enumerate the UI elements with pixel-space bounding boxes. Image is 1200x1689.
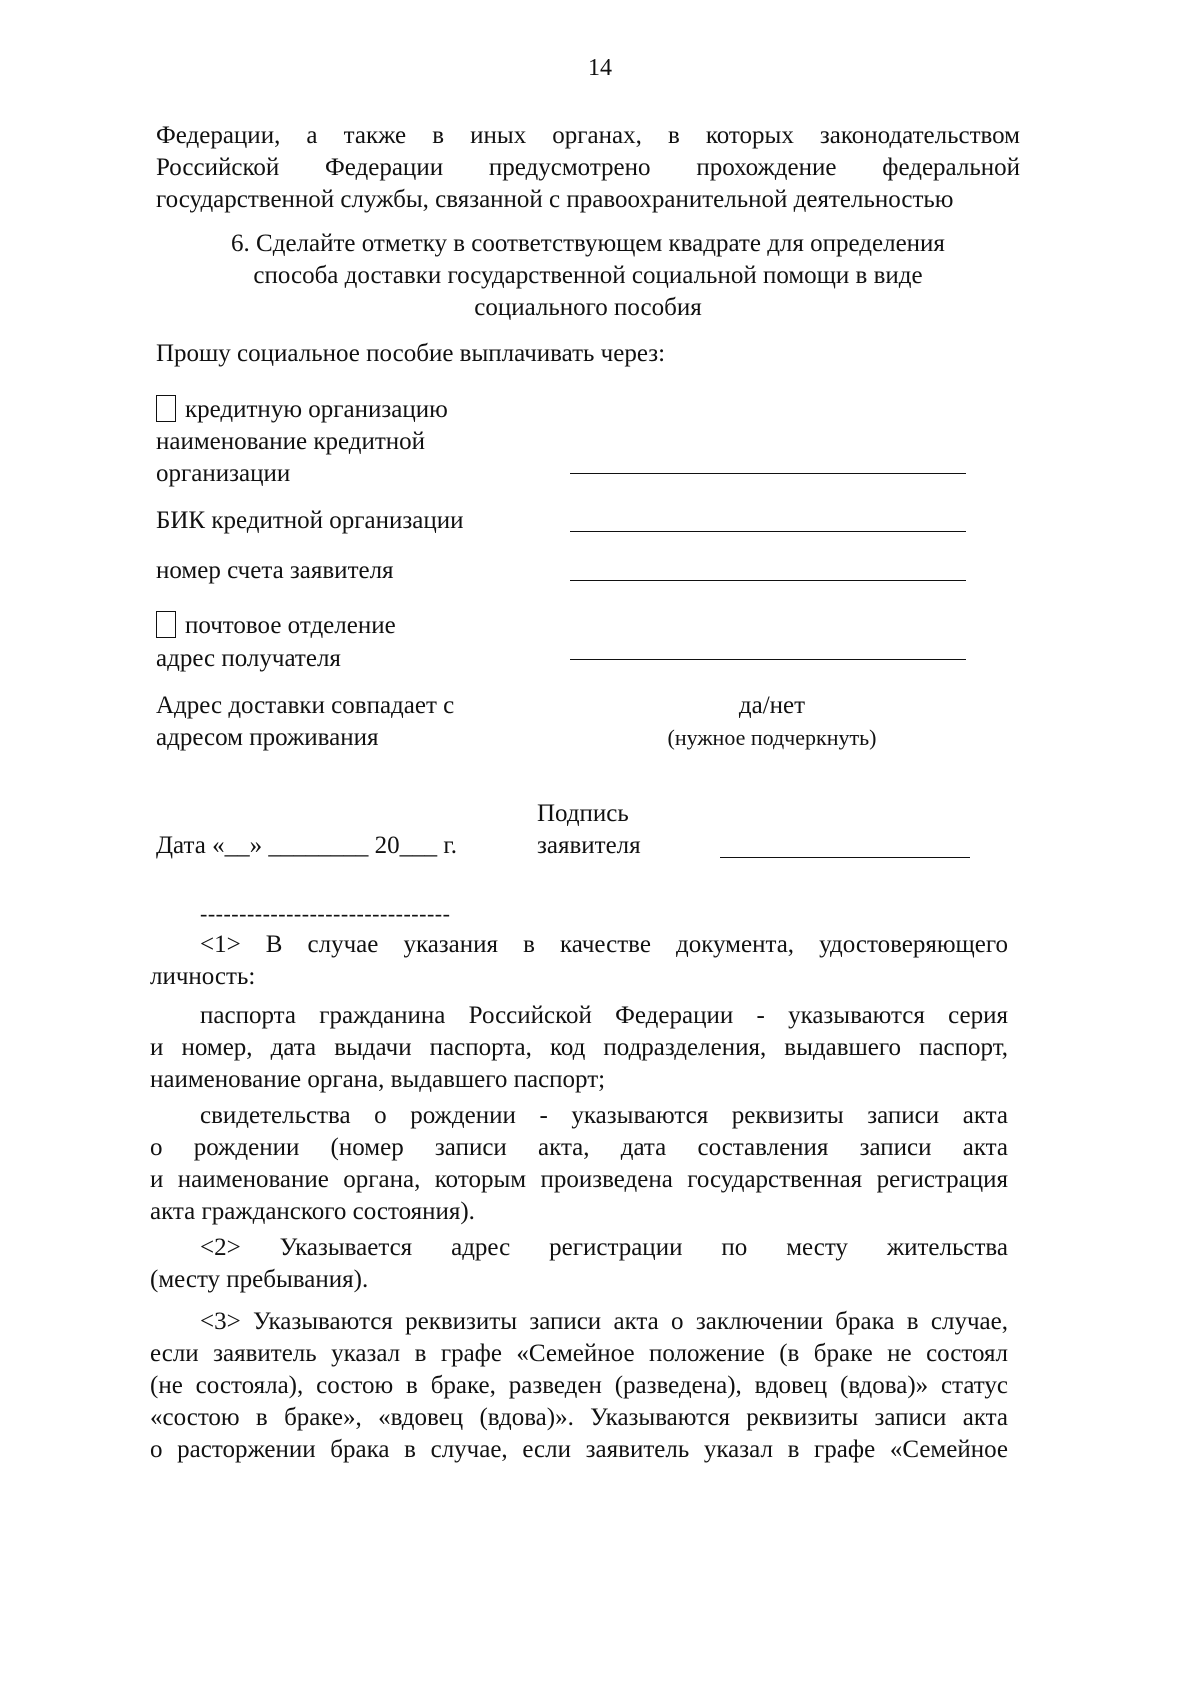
footnote-1-passport xyxy=(150,1000,1008,1096)
intro-line: Российской Федерации предусмотрено прохождение федеральной xyxy=(156,154,1020,181)
page-number: 14 xyxy=(588,55,612,81)
bik-field[interactable] xyxy=(570,531,966,532)
date-label: Дата «__» ________ 20___ г. xyxy=(156,832,458,859)
footnote-line: (месту пребывания). xyxy=(150,1266,369,1293)
footnote-3 xyxy=(150,1306,1008,1466)
footnote-line: <1> В случае указания в качестве документа, удостоверяющего xyxy=(200,931,1008,958)
section-6-heading xyxy=(156,228,1020,324)
account-field[interactable] xyxy=(570,580,966,581)
recipient-address-label: адрес получателя xyxy=(156,645,341,672)
footnote-line: о рождении (номер записи акта, дата составления записи акта xyxy=(150,1134,1008,1161)
footnote-line: <3> Указываются реквизиты записи акта о заключении брака в случае, xyxy=(200,1308,1008,1335)
footnote-line: и наименование органа, которым произведена государственная регистрация xyxy=(150,1166,1008,1193)
address-match-label-line: Адрес доставки совпадает с xyxy=(156,692,455,719)
footnote-line: наименование органа, выдавшего паспорт; xyxy=(150,1066,606,1093)
footnote-line: акта гражданского состояния). xyxy=(150,1198,475,1225)
bik-label: БИК кредитной организации xyxy=(156,507,464,534)
signature-field[interactable] xyxy=(720,857,970,858)
footnote-line: «состою в браке», «вдовец (вдова)». Указываются реквизиты записи акта xyxy=(150,1404,1008,1431)
signature-label-line: заявителя xyxy=(537,832,641,859)
option-bank xyxy=(156,394,448,426)
bank-checkbox[interactable] xyxy=(156,395,176,422)
bank-name-label xyxy=(156,426,425,490)
footnote-1 xyxy=(150,929,1008,993)
signature-label xyxy=(537,798,641,862)
footnote-line: паспорта гражданина Российской Федерации - указываются серия xyxy=(200,1002,1008,1029)
post-option-label: почтовое отделение xyxy=(185,612,396,639)
bank-name-field[interactable] xyxy=(570,473,966,474)
request-text: Прошу социальное пособие выплачивать через: xyxy=(156,340,666,367)
option-post xyxy=(156,610,396,642)
footnote-1-birth xyxy=(150,1100,1008,1228)
section-heading-line: 6. Сделайте отметку в соответствующем квадрате для определения xyxy=(231,230,945,257)
address-match-answer xyxy=(640,690,904,754)
section-heading-line: социального пособия xyxy=(474,294,702,321)
intro-paragraph xyxy=(156,120,1020,216)
post-checkbox[interactable] xyxy=(156,611,176,638)
section-heading-line: способа доставки государственной социальной помощи в виде xyxy=(253,262,923,289)
intro-line: Федерации, а также в иных органах, в которых законодательством xyxy=(156,122,1020,149)
account-label: номер счета заявителя xyxy=(156,557,394,584)
yes-no-choice[interactable]: да/нет xyxy=(738,692,806,719)
footnote-line: если заявитель указал в графе «Семейное положение (в браке не состоял xyxy=(150,1340,1008,1367)
bank-name-label-line: организации xyxy=(156,460,291,487)
footnote-2 xyxy=(150,1232,1008,1296)
address-match-label-line: адресом проживания xyxy=(156,724,379,751)
footnote-line: свидетельства о рождении - указываются реквизиты записи акта xyxy=(200,1102,1008,1129)
signature-label-line: Подпись xyxy=(537,800,629,827)
footnote-line: <2> Указывается адрес регистрации по месту жительства xyxy=(200,1234,1008,1261)
underline-hint: (нужное подчеркнуть) xyxy=(667,725,877,750)
footnote-line: о расторжении брака в случае, если заявитель указал в графе «Семейное xyxy=(150,1436,1008,1463)
footnote-separator: -------------------------------- xyxy=(200,901,451,926)
bank-option-label: кредитную организацию xyxy=(185,396,448,423)
footnote-line: и номер, дата выдачи паспорта, код подразделения, выдавшего паспорт, xyxy=(150,1034,1008,1061)
recipient-address-field[interactable] xyxy=(570,659,966,660)
footnote-line: (не состояла), состою в браке, разведен (разведена), вдовец (вдова)» статус xyxy=(150,1372,1008,1399)
footnote-line: личность: xyxy=(150,963,256,990)
intro-line: государственной службы, связанной с правоохранительной деятельностью xyxy=(156,186,954,213)
bank-name-label-line: наименование кредитной xyxy=(156,428,426,455)
address-match-label xyxy=(156,690,454,754)
